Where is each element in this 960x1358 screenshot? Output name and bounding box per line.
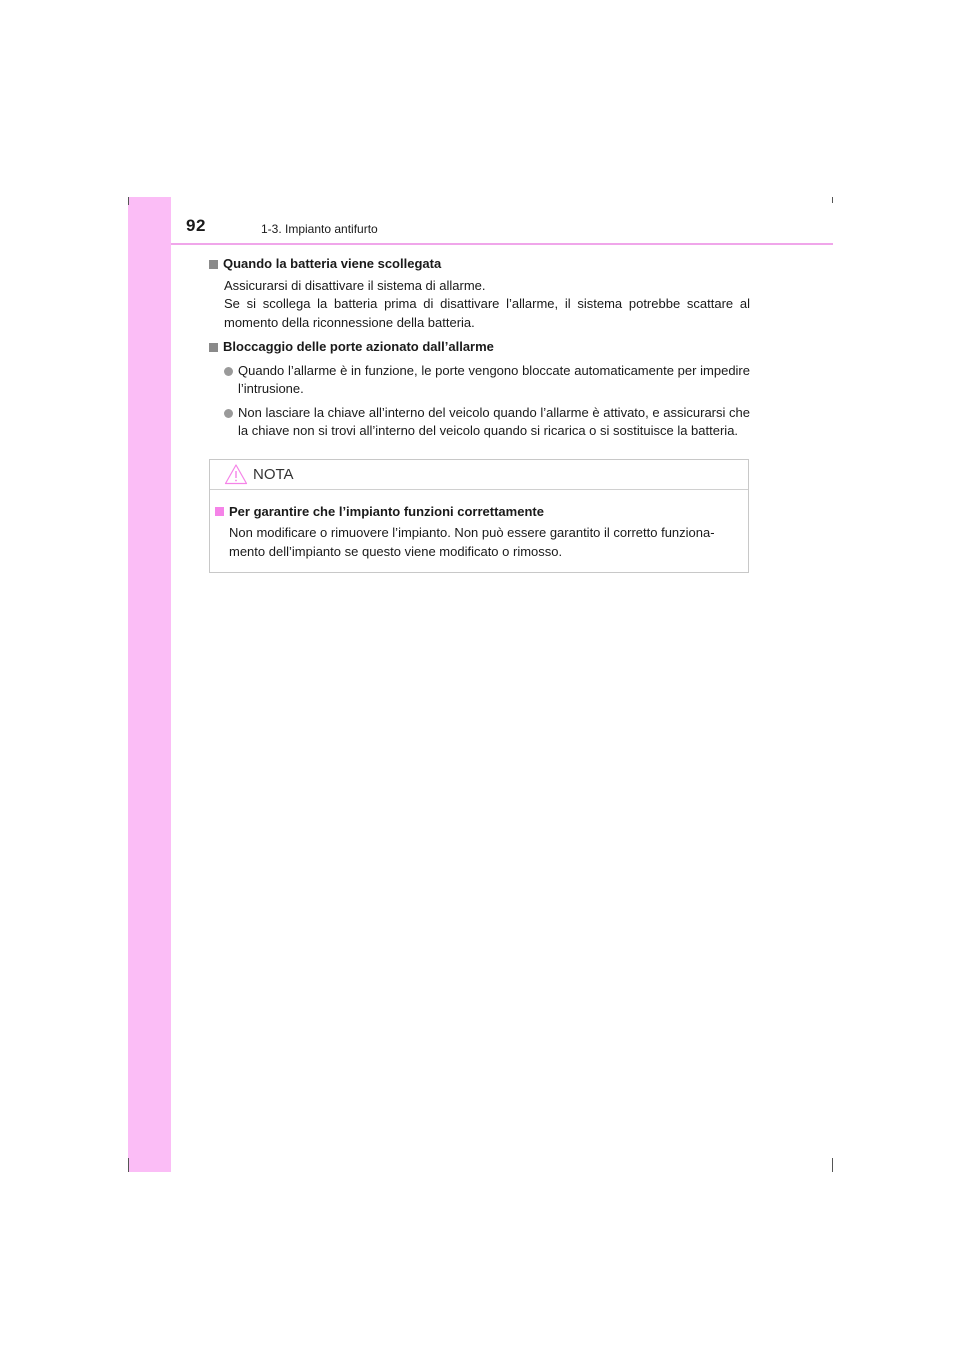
crop-mark (832, 197, 833, 203)
paragraph: Se si scollega la batteria prima di disattivare l’allarme, il sistema potrebbe scattare al momento della riconnessione della batteria. (224, 296, 750, 330)
section-title: Bloccaggio delle porte azionato dall’allarme (223, 339, 494, 354)
round-bullet-icon (224, 409, 233, 418)
nota-body (210, 490, 748, 561)
list-item-text: Non lasciare la chiave all’interno del veicolo quando l’allarme è attivato, e assicurarsi che la chiave non si trovi all’interno del veicolo quando si ricarica o si sostituisce la batteria. (238, 404, 750, 438)
nota-heading (215, 502, 738, 521)
round-bullet-icon (224, 367, 233, 376)
header-rule (171, 243, 833, 245)
nota-text: Non modificare o rimuovere l’impianto. Non può essere garantito il corretto funziona-mento dell’impianto se questo viene modificato o rimosso. (229, 525, 715, 559)
square-bullet-icon (209, 343, 218, 352)
list-item (209, 362, 750, 399)
section-title: Quando la batteria viene scollegata (223, 256, 442, 271)
warning-triangle-icon (224, 463, 248, 485)
nota-label: NOTA (253, 466, 294, 483)
page-number: 92 (186, 216, 206, 235)
paragraph: Assicurarsi di disattivare il sistema di allarme. (224, 277, 486, 293)
crop-mark (128, 1158, 129, 1172)
list-item (209, 404, 750, 441)
chapter-title: 1-3. Impianto antifurto (261, 222, 378, 236)
square-bullet-icon (215, 507, 224, 516)
section-heading (209, 255, 750, 274)
main-content (209, 255, 750, 441)
crop-mark (128, 197, 129, 205)
square-bullet-icon (209, 260, 218, 269)
side-tab-strip (128, 197, 171, 1172)
crop-mark (832, 1158, 833, 1172)
nota-title: Per garantire che l’impianto funzioni correttamente (229, 504, 544, 519)
section-heading (209, 338, 750, 357)
nota-header (210, 460, 748, 490)
nota-box (209, 459, 749, 573)
list-item-text: Quando l’allarme è in funzione, le porte vengono bloccate automaticamente per impedire l’intrusione. (238, 362, 750, 396)
